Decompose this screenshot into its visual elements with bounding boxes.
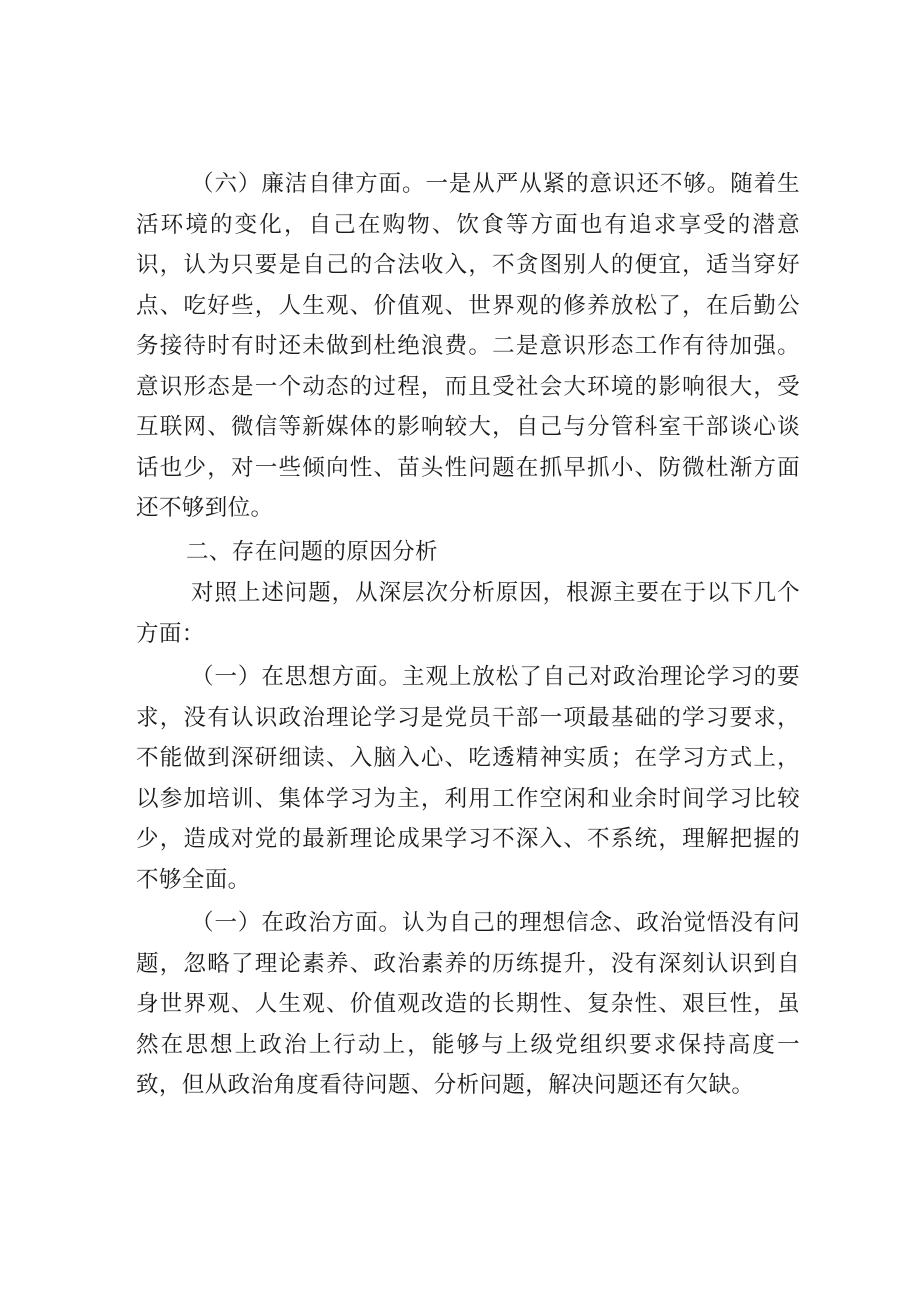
paragraph-integrity-self-discipline: （六）廉洁自律方面。一是从严从紧的意识还不够。随着生活环境的变化，自己在购物、饮食等方面也有追求享受的潜意识，认为只要是自己的合法收入，不贪图别人的便宜，适当穿好点、吃好些，人生观、价值观、世界观的修养放松了，在后勤公务接待时有时还未做到杜绝浪费。二是意识形态工作有待加强。意识形态是一个动态的过程，而且受社会大环境的影响很大，受互联网、微信等新媒体的影响较大，自己与分管科室干部谈心谈话也少，对一些倾向性、苗头性问题在抓早抓小、防微杜渐方面还不够到位。	[136, 171, 800, 521]
paragraph-analysis-intro: 对照上述问题，从深层次分析原因，根源主要在于以下几个方面：	[136, 580, 800, 647]
paragraph-political-aspect: （一）在政治方面。认为自己的理想信念、政治觉悟没有问题，忽略了理论素养、政治素养的历练提升，没有深刻认识到自身世界观、人生观、价值观改造的长期性、复杂性、艰巨性，虽然在思想上政治上行动上，能够与上级党组织要求保持高度一致，但从政治角度看待问题、分析问题，解决问题还有欠缺。	[136, 910, 800, 1098]
paragraph-ideological-aspect: （一）在思想方面。主观上放松了自己对政治理论学习的要求，没有认识政治理论学习是党员干部一项最基础的学习要求，不能做到深研细读、入脑入心、吃透精神实质；在学习方式上，以参加培训、集体学习为主，利用工作空闲和业余时间学习比较少，造成对党的最新理论成果学习不深入、不系统，理解把握的不够全面。	[136, 664, 800, 893]
section-heading-cause-analysis: 二、存在问题的原因分析	[186, 538, 438, 565]
document-body	[136, 164, 800, 1106]
